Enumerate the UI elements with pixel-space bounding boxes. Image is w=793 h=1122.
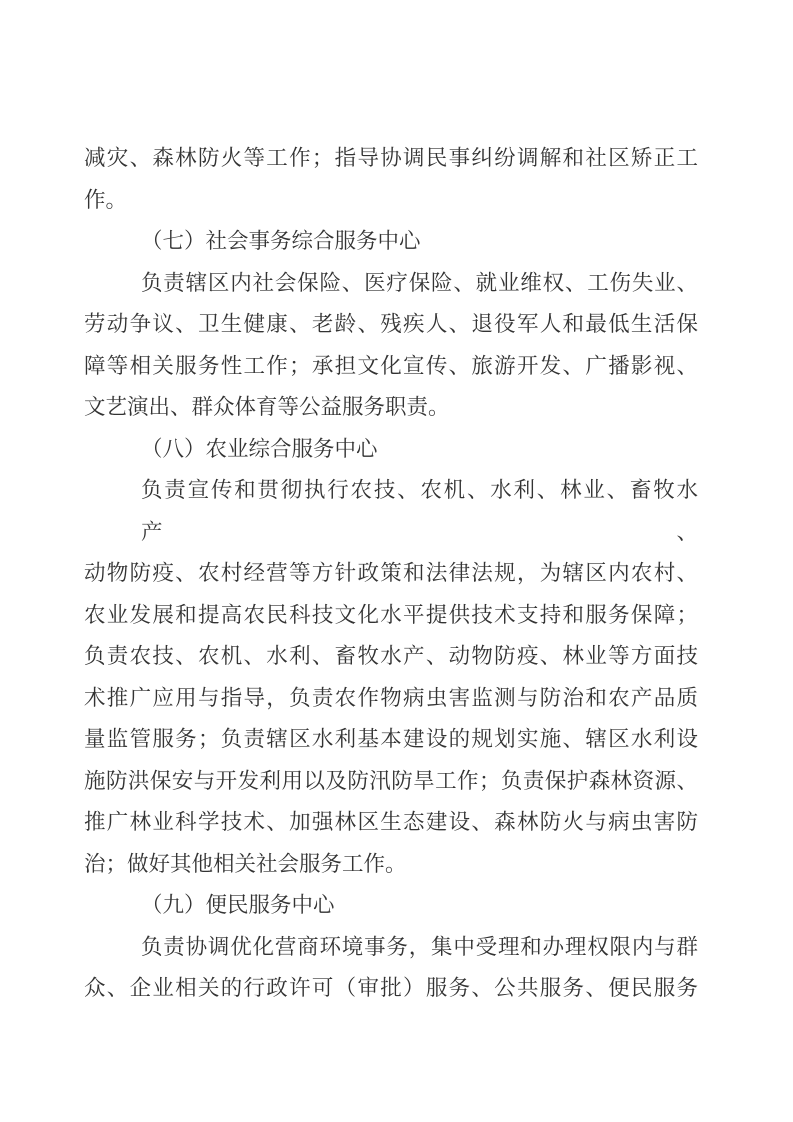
text-line: 治；做好其他相关社会服务工作。 [84,851,407,876]
text-line: 劳动争议、卫生健康、老龄、残疾人、退役军人和最低生活保 [84,312,698,336]
text-line: 文艺演出、群众体育等公益服务职责。 [84,395,450,419]
text-line: 农业发展和提高农民科技文化水平提供技术支持和服务保障； [84,602,698,627]
text-line: （八）农业综合服务中心 [141,436,378,461]
text-line: 障等相关服务性工作；承担文化宣传、旅游开发、广播影视、 [84,353,698,378]
text-line: 动物防疫、农村经营等方针政策和法律法规，为辖区内农村、 [84,561,698,585]
text-line: 负责宣传和贯彻执行农技、农机、水利、林业、畜牧水产、 [141,478,698,544]
text-line: （七）社会事务综合服务中心 [141,229,421,253]
text-line: 众、企业相关的行政许可（审批）服务、公共服务、便民服务 [84,976,698,1000]
text-line: 作。 [84,187,128,212]
text-line: 减灾、森林防火等工作；指导协调民事纠纷调解和社区矫正工 [84,146,698,170]
text-line: 负责辖区内社会保险、医疗保险、就业维权、工伤失业、 [141,270,698,295]
text-line: 负责协调优化营商环境事务，集中受理和办理权限内与群 [141,934,698,959]
document-body [84,138,698,1010]
text-line: 术推广应用与指导，负责农作物病虫害监测与防治和农产品质 [84,685,698,710]
text-line: 施防洪保安与开发利用以及防汛防旱工作；负责保护森林资源、 [84,768,698,793]
text-line: 量监管服务；负责辖区水利基本建设的规划实施、辖区水利设 [84,727,698,751]
text-line: 推广林业科学技术、加强林区生态建设、森林防火与病虫害防 [84,810,698,834]
text-line: （九）便民服务中心 [141,893,335,917]
text-line: 负责农技、农机、水利、畜牧水产、动物防疫、林业等方面技 [84,644,698,668]
